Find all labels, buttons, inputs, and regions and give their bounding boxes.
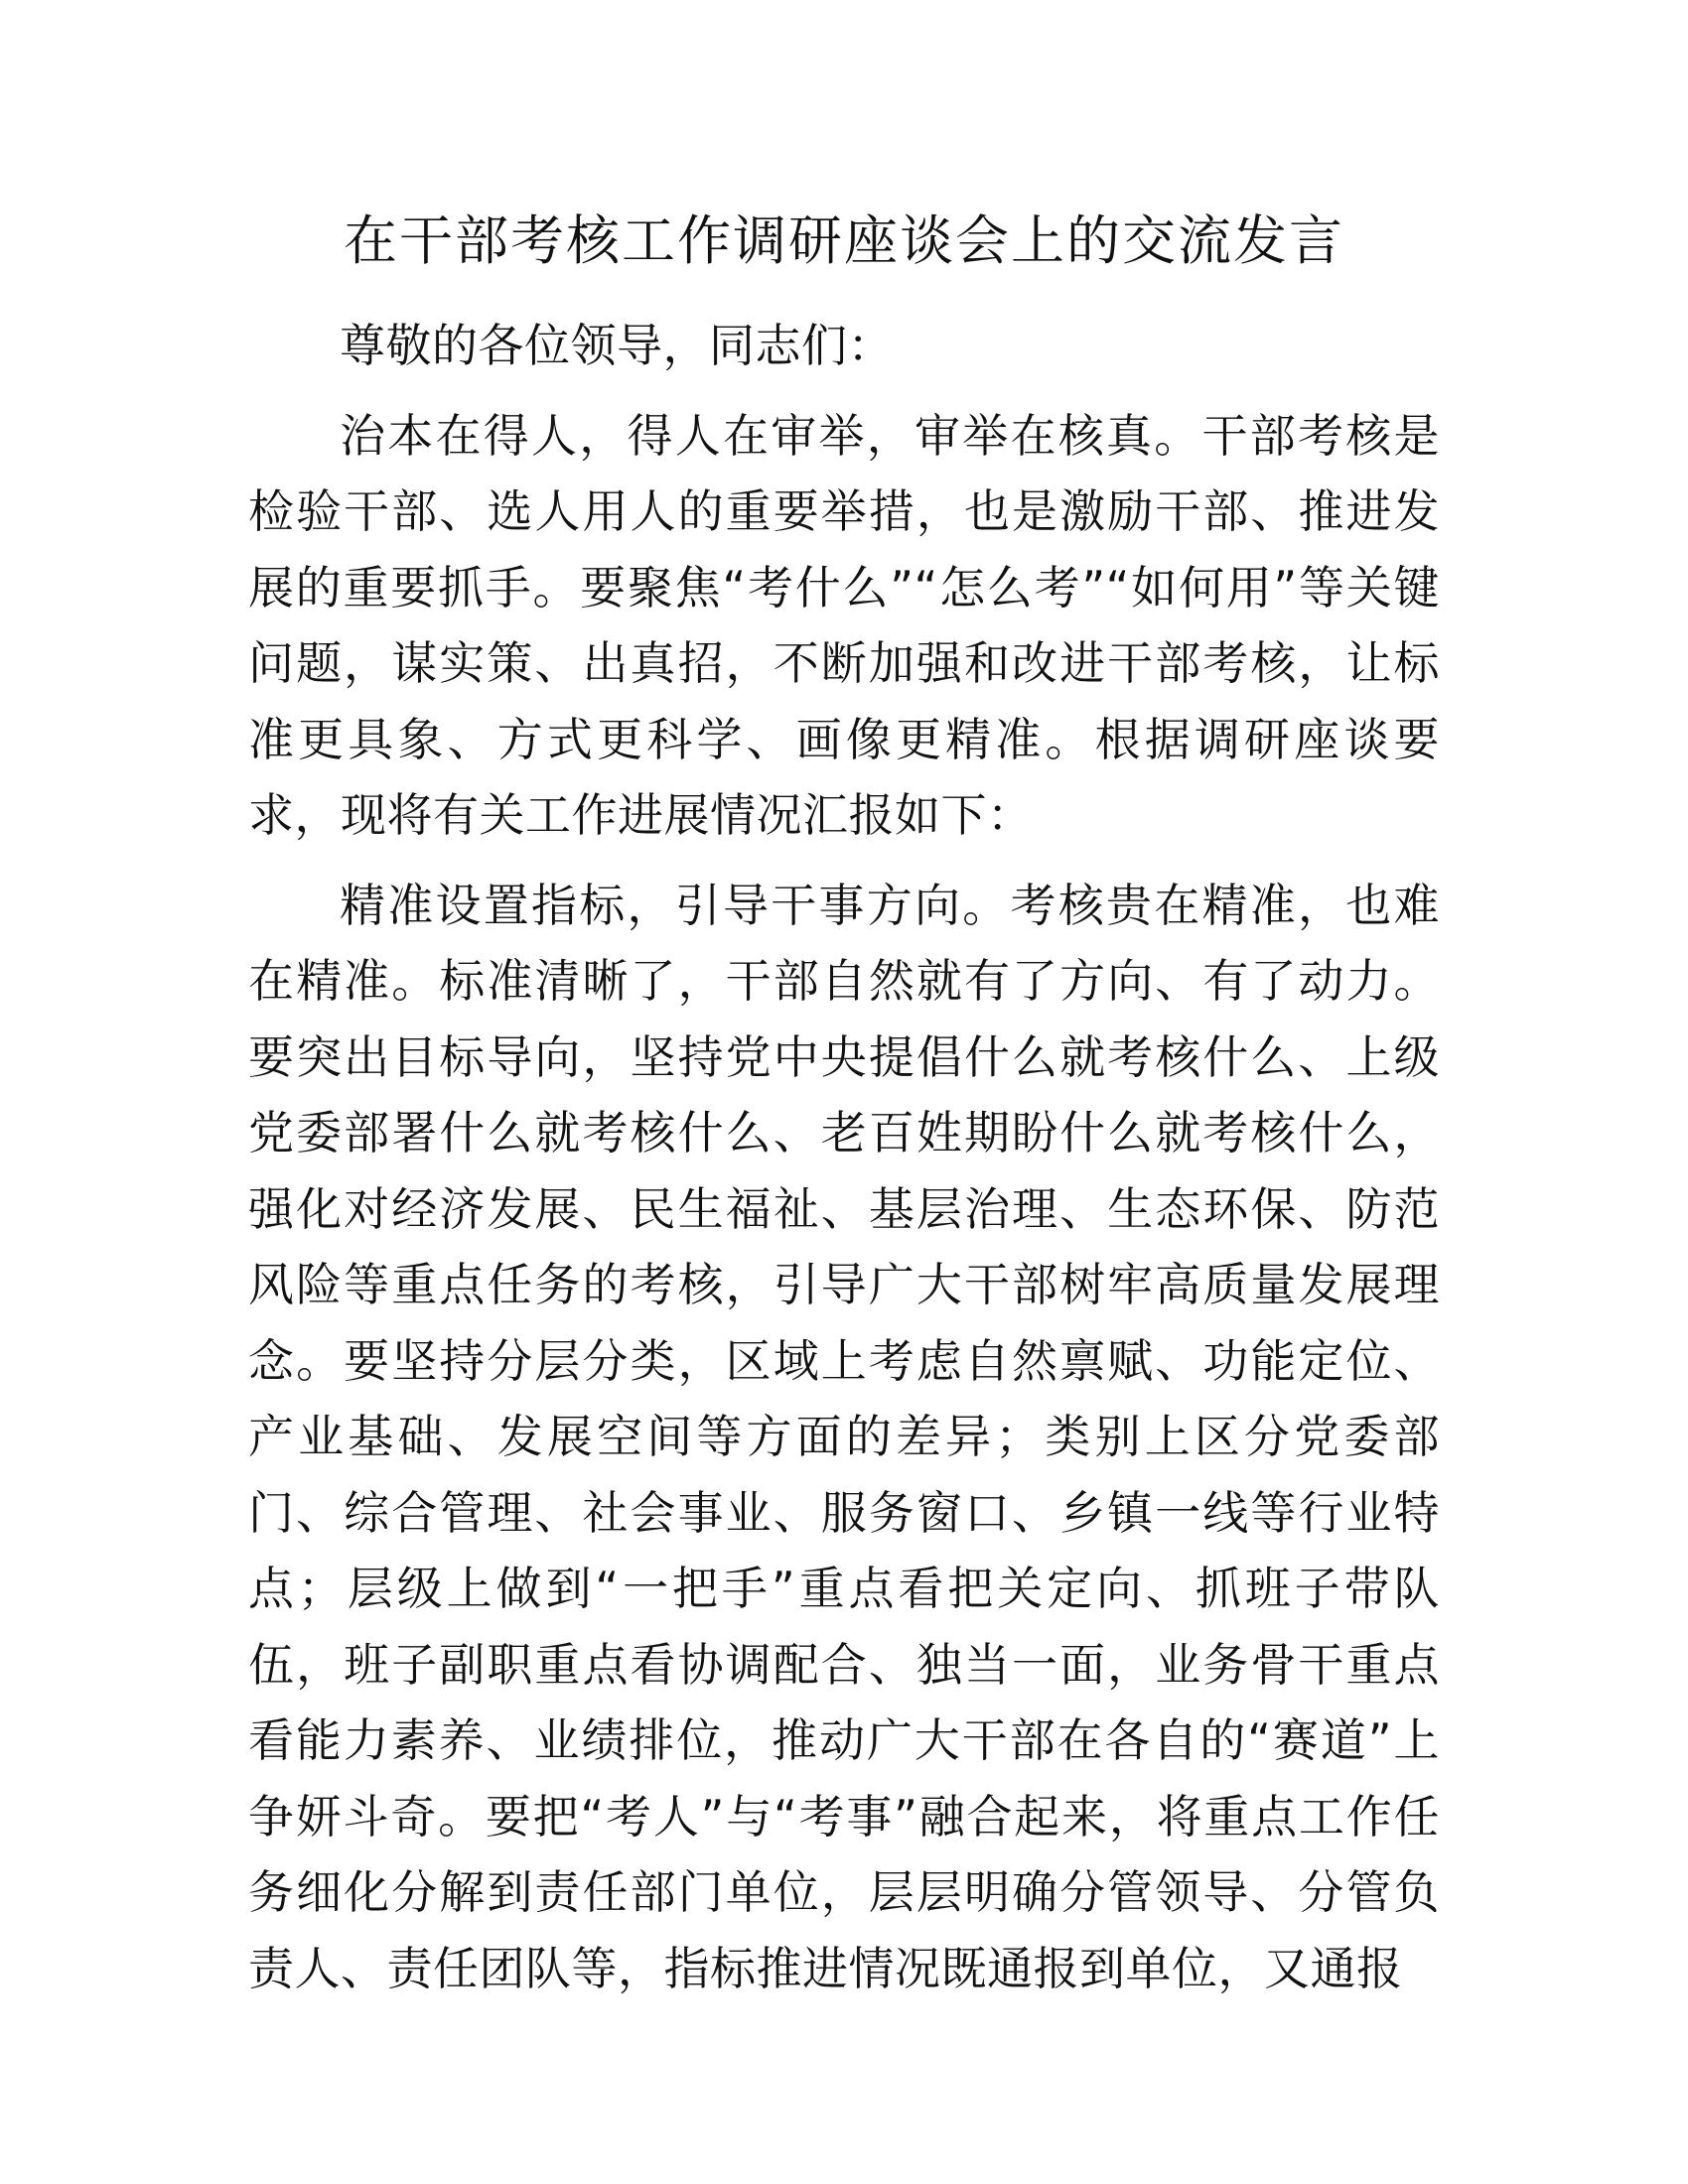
paragraph-intro: 治本在得人，得人在审举，审举在核真。干部考核是检验干部、选人用人的重要举措，也是激励干部、推进发展的重要抓手。要聚焦“考什么”“怎么考”“如何用”等关键问题，谋实策、出真招，不断加强和改进干部考核，让标准更具象、方式更科学、画像更精准。根据调研座谈要求，现将有关工作进展情况汇报如下：	[248, 408, 1440, 842]
paragraph-indicators: 精准设置指标，引导干事方向。考核贵在精准，也难在精准。标准清晰了，干部自然就有了方向、有了动力。要突出目标导向，坚持党中央提倡什么就考核什么、上级党委部署什么就考核什么、老百姓期盼什么就考核什么，强化对经济发展、民生福祉、基层治理、生态环保、防范风险等重点任务的考核，引导广大干部树牢高质量发展理念。要坚持分层分类，区域上考虑自然禀赋、功能定位、产业基础、发展空间等方面的差异；类别上区分党委部门、综合管理、社会事业、服务窗口、乡镇一线等行业特点；层级上做到“一把手”重点看把关定向、抓班子带队伍，班子副职重点看协调配合、独当一面，业务骨干重点看能力素养、业绩排位，推动广大干部在各自的“赛道”上争妍斗奇。要把“考人”与“考事”融合起来，将重点工作任务细化分解到责任部门单位，层层明确分管领导、分管负责人、责任团队等，指标推进情况既通报到单位，又通报	[248, 878, 1440, 1995]
document-title: 在干部考核工作调研座谈会上的交流发言	[344, 209, 1344, 272]
document-body	[248, 308, 1440, 2006]
greeting-line: 尊敬的各位领导，同志们：	[340, 319, 894, 372]
